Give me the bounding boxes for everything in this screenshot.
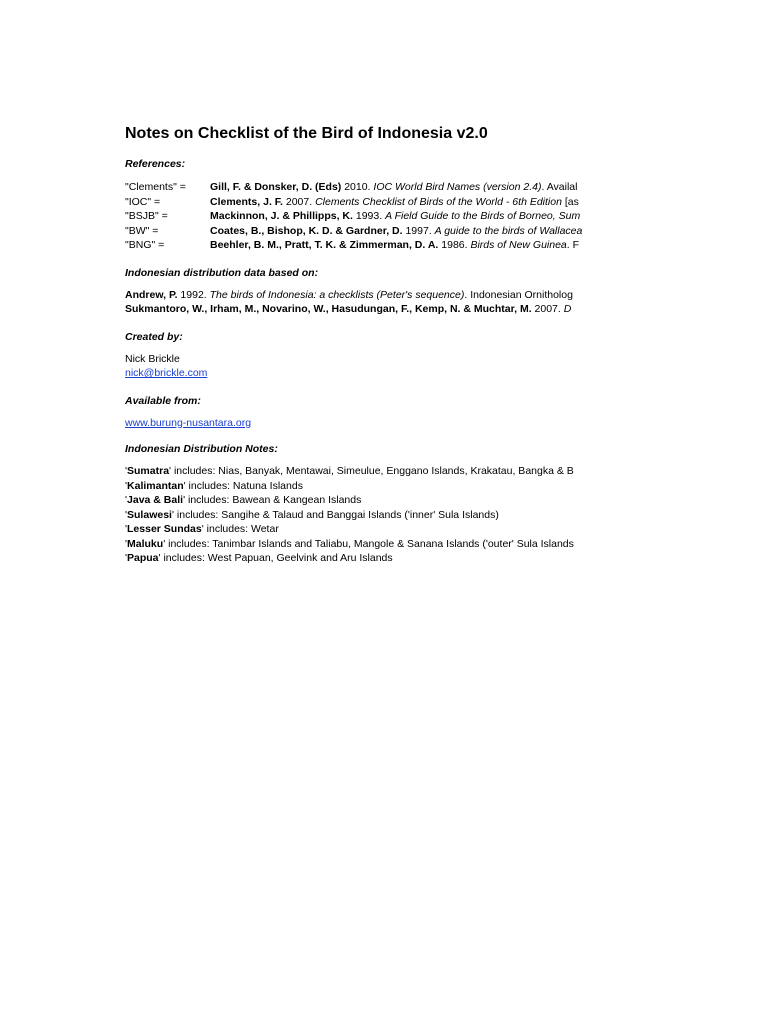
reference-authors: Mackinnon, J. & Phillipps, K. xyxy=(210,210,353,222)
available-from-heading: Available from: xyxy=(125,394,201,407)
reference-year: 1993. xyxy=(352,210,386,222)
reference-key: "BW" = xyxy=(125,224,159,237)
reference-work: A Field Guide to the Birds of Borneo, Sum xyxy=(385,210,581,222)
creator-email-link[interactable]: nick@brickle.com xyxy=(125,367,208,379)
creator-name: Nick Brickle xyxy=(125,352,180,365)
source-year: 2007. xyxy=(531,303,564,315)
note-region: Sulawesi xyxy=(127,508,172,521)
note-text: ' includes: Wetar xyxy=(201,523,279,535)
reference-key: "IOC" = xyxy=(125,195,161,208)
reference-key: "Clements" = xyxy=(125,181,186,193)
reference-rest: [as xyxy=(561,195,579,208)
document-page xyxy=(125,124,614,566)
reference-row xyxy=(125,180,614,195)
reference-work: Birds of New Guinea xyxy=(470,239,567,251)
distribution-note: 'Sumatra' includes: Nias, Banyak, Mentawai, Simeulue, Enggano Islands, Krakatau, Bangka & B xyxy=(125,465,574,477)
reference-row xyxy=(125,238,614,253)
note-text: ' includes: Sangihe & Talaud and Banggai Islands ('inner' Sula Islands) xyxy=(171,508,499,521)
reference-value xyxy=(210,224,582,239)
note-text: ' includes: Nias, Banyak, Mentawai, Simeulue, Enggano Islands, Krakatau, Bangka & B xyxy=(169,465,574,477)
reference-work: A guide to the birds of Wallacea xyxy=(434,224,583,237)
note-region: Lesser Sundas xyxy=(127,523,202,535)
references-heading: References: xyxy=(125,158,186,170)
note-region: Java & Bali xyxy=(127,494,184,506)
source-year: 1992. xyxy=(177,288,210,301)
reference-year: 1997. xyxy=(402,224,435,237)
note-text: ' includes: Bawean & Kangean Islands xyxy=(183,494,362,506)
note-region: Kalimantan xyxy=(127,479,184,492)
reference-work: IOC World Bird Names (version 2.4) xyxy=(373,181,542,193)
created-by-heading: Created by: xyxy=(125,330,183,343)
distribution-data-heading: Indonesian distribution data based on: xyxy=(125,266,319,279)
reference-value xyxy=(210,209,580,224)
reference-year: 2007. xyxy=(282,195,316,208)
reference-key: "BNG" = xyxy=(125,239,165,251)
note-region: Sumatra xyxy=(127,465,170,477)
distribution-data-list xyxy=(125,288,614,317)
reference-key: "BSJB" = xyxy=(125,210,168,222)
reference-value xyxy=(210,180,577,195)
source-work: The birds of Indonesia: a checklists (Peter's sequence) xyxy=(209,288,465,301)
reference-work: Clements Checklist of Birds of the World - 6th Edition xyxy=(315,195,562,208)
reference-row xyxy=(125,209,614,224)
distribution-note: 'Kalimantan' includes: Natuna Islands xyxy=(125,479,303,492)
note-text: ' includes: Tanimbar Islands and Taliabu, Mangole & Sanana Islands ('outer' Sula Islands xyxy=(163,537,574,550)
note-text: ' includes: West Papuan, Geelvink and Aru Islands xyxy=(158,552,393,564)
distribution-source xyxy=(125,288,614,303)
reference-rest: . F xyxy=(566,239,580,251)
distribution-notes-list xyxy=(125,464,614,566)
note-region: Maluku xyxy=(127,537,164,550)
reference-row xyxy=(125,195,614,210)
reference-year: 1986. xyxy=(438,239,471,251)
reference-authors: Gill, F. & Donsker, D. (Eds) xyxy=(210,181,342,193)
reference-authors: Coates, B., Bishop, K. D. & Gardner, D. xyxy=(210,224,403,237)
reference-row xyxy=(125,224,614,239)
references-list xyxy=(125,180,614,253)
distribution-note: 'Maluku' includes: Tanimbar Islands and Taliabu, Mangole & Sanana Islands ('outer' Sula Islands xyxy=(125,537,574,550)
reference-authors: Beehler, B. M., Pratt, T. K. & Zimmerman, D. A. xyxy=(210,239,439,251)
reference-value xyxy=(210,238,579,253)
source-authors: Andrew, P. xyxy=(125,288,178,301)
reference-rest: . Availal xyxy=(541,181,578,193)
page-title: Notes on Checklist of the Bird of Indonesia v2.0 xyxy=(125,125,488,142)
distribution-source xyxy=(125,302,614,317)
note-text: ' includes: Natuna Islands xyxy=(183,479,303,492)
distribution-note: 'Lesser Sundas' includes: Wetar xyxy=(125,523,279,535)
distribution-note: 'Papua' includes: West Papuan, Geelvink and Aru Islands xyxy=(125,552,393,564)
website-link[interactable]: www.burung-nusantara.org xyxy=(125,416,252,429)
source-authors: Sukmantoro, W., Irham, M., Novarino, W., Hasudungan, F., Kemp, N. & Muchtar, M. xyxy=(125,303,532,315)
reference-year: 2010. xyxy=(341,181,374,193)
distribution-notes-heading: Indonesian Distribution Notes: xyxy=(125,443,278,455)
note-region: Papua xyxy=(127,552,159,564)
source-work: D xyxy=(563,303,572,315)
source-rest: . Indonesian Ornitholog xyxy=(464,288,573,301)
reference-value xyxy=(210,195,579,210)
distribution-note: 'Sulawesi' includes: Sangihe & Talaud and Banggai Islands ('inner' Sula Islands) xyxy=(125,508,499,521)
distribution-note: 'Java & Bali' includes: Bawean & Kangean Islands xyxy=(125,494,362,506)
reference-authors: Clements, J. F. xyxy=(210,195,283,208)
